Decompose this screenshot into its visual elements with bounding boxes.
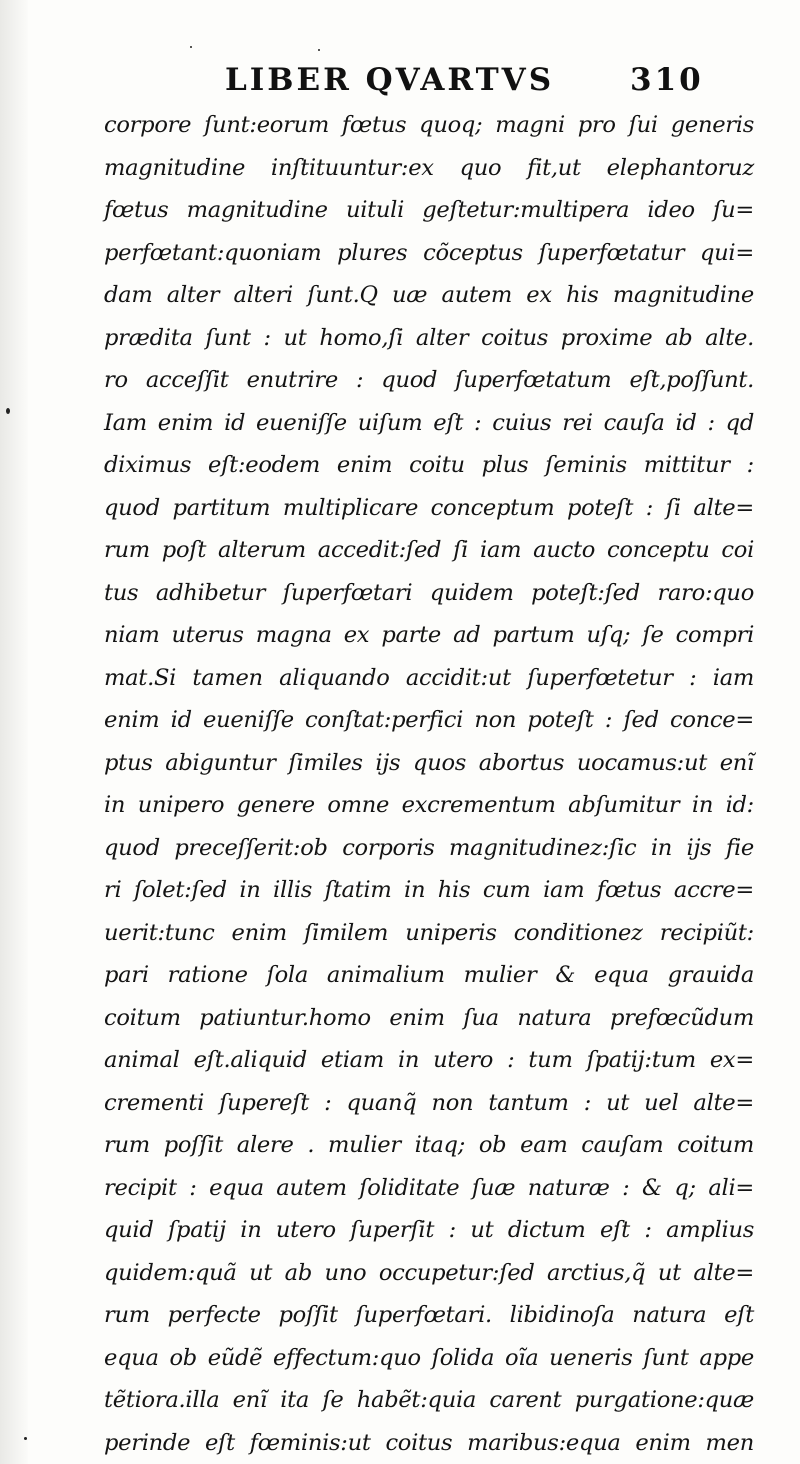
ink-speck <box>190 46 192 48</box>
ink-speck <box>318 49 320 51</box>
page-number: 310 <box>630 62 704 98</box>
text-line: ptus abiguntur ſimiles ijs quos abortus uocamus:ut enĩ <box>104 749 754 776</box>
text-line: prædita ſunt : ut homo,ſi alter coitus proxime ab alte. <box>104 324 754 351</box>
text-line: crementi ſupereſt : quanq̃ non tantum : ut uel alte= <box>104 1089 754 1116</box>
text-line: quod partitum multiplicare conceptum poteſt : ſi alte= <box>104 494 754 521</box>
text-line: ro acceſſit enutrire : quod ſuperfœtatum eſt,poſſunt. <box>104 367 754 393</box>
text-line: perfœtant:quoniam plures cõceptus ſuperfœtatur qui= <box>104 239 754 266</box>
page-header <box>225 60 725 104</box>
text-line: mat.Si tamen aliquando accidit:ut ſuperfœtetur : iam <box>104 664 754 691</box>
page-gutter-shadow <box>0 0 28 1464</box>
text-line: tus adhibetur ſuperfœtari quidem poteſt:ſed raro:quo <box>104 579 754 606</box>
text-line: perinde eſt fœminis:ut coitus maribus:equa enim men <box>104 1429 754 1456</box>
text-line: Iam enim id eueniſſe uiſum eſt : cuius rei cauſa id : qd <box>104 409 754 436</box>
text-line: tẽtiora.illa enĩ ita ſe habẽt:quia carent purgatione:quæ <box>104 1387 754 1413</box>
text-line: dam alter alteri ſunt.Q uæ autem ex his magnitudine <box>104 282 754 308</box>
text-line: quid ſpatij in utero ſuperſit : ut dictum eſt : amplius <box>104 1217 754 1243</box>
text-line: uerit:tunc enim ſimilem uniperis conditionez recipiũt: <box>104 919 754 946</box>
running-title: LIBER QVARTVS <box>225 62 555 98</box>
text-line: pari ratione ſola animalium mulier & equa grauida <box>104 962 754 988</box>
text-line: rum poſſit alere . mulier itaq; ob eam cauſam coitum <box>104 1132 754 1158</box>
body-text <box>104 104 754 1464</box>
text-line: rum poſt alterum accedit:ſed ſi iam aucto conceptu coi <box>104 537 754 563</box>
text-line: coitum patiuntur.homo enim ſua natura prefœcũdum <box>104 1004 754 1031</box>
text-line: quidem:quã ut ab uno occupetur:ſed arctius,q̃ ut alte= <box>104 1259 754 1286</box>
text-line: ri ſolet:ſed in illis ſtatim in his cum iam fœtus accre= <box>104 877 754 903</box>
text-line: diximus eſt:eodem enim coitu plus ſeminis mittitur : <box>104 452 754 478</box>
text-line: fœtus magnitudine uituli geſtetur:multipera ideo ſu= <box>104 197 754 223</box>
text-line: enim id eueniſſe conſtat:perfici non poteſt : ſed conce= <box>104 707 754 733</box>
text-line: in unipero genere omne excrementum abſumitur in id: <box>104 792 754 818</box>
text-line: quod preceſſerit:ob corporis magnitudinez:ſic in ijs fie <box>104 834 754 861</box>
ink-speck <box>6 408 10 414</box>
ink-speck <box>24 1437 27 1440</box>
text-line: rum perfecte poſſit ſuperfœtari. libidinoſa natura eſt <box>104 1302 754 1328</box>
text-line: equa ob eũdẽ effectum:quo ſolida oĩa ueneris ſunt appe <box>104 1344 754 1371</box>
text-line: animal eſt.aliquid etiam in utero : tum ſpatij:tum ex= <box>104 1047 754 1073</box>
text-line: corpore ſunt:eorum fœtus quoq; magni pro ſui generis <box>104 112 754 138</box>
text-line: magnitudine inſtituuntur:ex quo fit,ut elephantoruz <box>104 154 754 181</box>
text-line: niam uterus magna ex parte ad partum uſq; ſe compri <box>104 622 754 648</box>
text-line: recipit : equa autem ſoliditate ſuæ naturæ : & q; ali= <box>104 1174 754 1201</box>
